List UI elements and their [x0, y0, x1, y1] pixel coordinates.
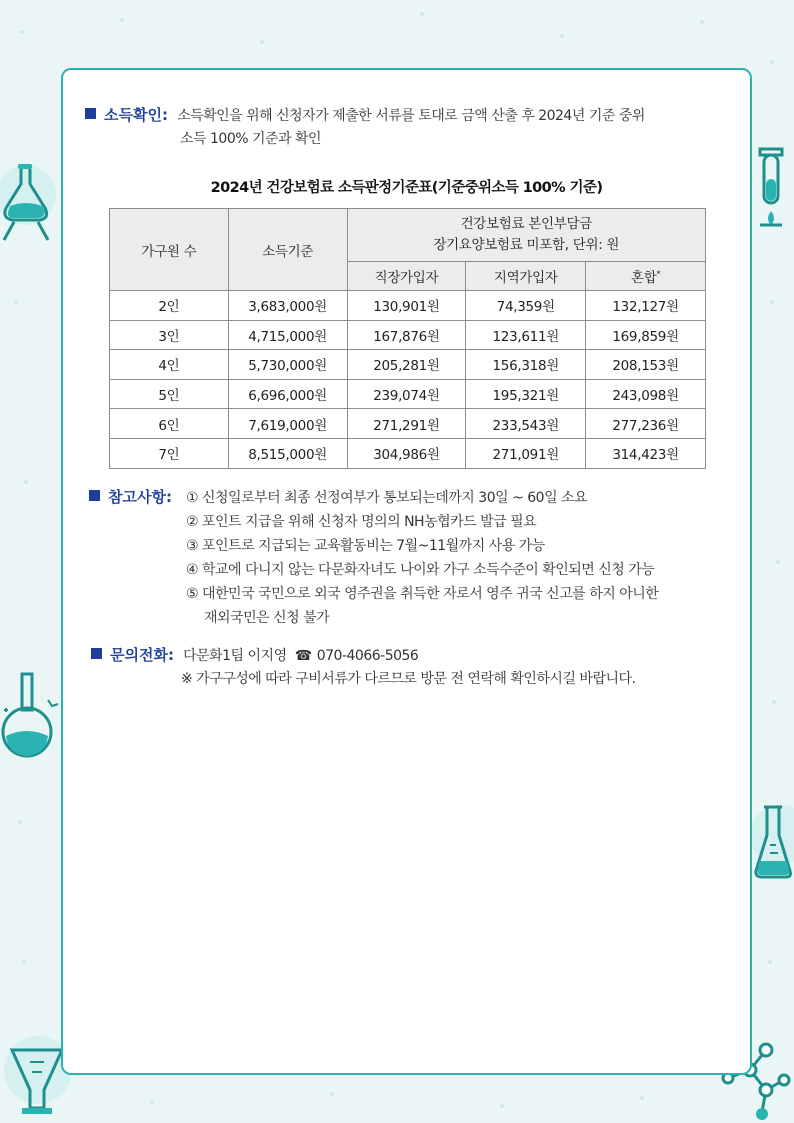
beaker-icon — [750, 795, 794, 885]
cell-income: 8,515,000원 — [228, 438, 347, 468]
note-item: ③ 포인트로 지급되는 교육활동비는 7월~11월까지 사용 가능 — [186, 538, 545, 554]
cell-workplace: 130,901원 — [347, 291, 466, 321]
cell-members: 3인 — [110, 320, 229, 350]
header-regional: 지역가입자 — [466, 262, 586, 291]
header-premium-line1: 건강보험료 본인부담금 — [460, 216, 592, 232]
cell-income: 5,730,000원 — [228, 350, 347, 380]
cell-members: 6인 — [110, 409, 229, 439]
content-card — [61, 68, 752, 1075]
cell-mixed: 132,127원 — [586, 291, 706, 321]
contact-section — [91, 644, 418, 665]
table-row — [110, 409, 706, 439]
table-row — [110, 291, 706, 321]
cell-income: 6,696,000원 — [228, 379, 347, 409]
cell-workplace: 239,074원 — [347, 379, 466, 409]
cell-members: 7인 — [110, 438, 229, 468]
table-title: 2024년 건강보험료 소득판정기준표(기준중위소득 100% 기준) — [210, 180, 603, 196]
income-check-line2: 소득 100% 기준과 확인 — [180, 131, 322, 147]
table-row — [110, 320, 706, 350]
note-item: ① 신청일로부터 최종 선정여부가 통보되는데까지 30일 ~ 60일 소요 — [186, 490, 588, 506]
note-item-continued: 재외국민은 신청 불가 — [204, 610, 330, 626]
cell-regional: 233,543원 — [466, 409, 586, 439]
header-mixed — [586, 262, 706, 291]
test-tube-icon — [754, 145, 794, 235]
contact-label: 문의전화: — [110, 646, 174, 664]
contact-note: ※ 가구구성에 따라 구비서류가 다르므로 방문 전 연락해 확인하시길 바랍니다. — [181, 671, 636, 687]
flask-icon — [0, 150, 60, 245]
table-row — [110, 438, 706, 468]
header-mixed-label: 혼합 — [630, 270, 657, 286]
cell-workplace: 205,281원 — [347, 350, 466, 380]
cell-income: 4,715,000원 — [228, 320, 347, 350]
cell-income: 3,683,000원 — [228, 291, 347, 321]
notes-label: 참고사항: — [108, 488, 172, 506]
cell-regional: 271,091원 — [466, 438, 586, 468]
cell-members: 5인 — [110, 379, 229, 409]
cell-workplace: 167,876원 — [347, 320, 466, 350]
contact-team: 다문화1팀 이지영 — [183, 648, 287, 664]
bullet-square-icon — [89, 490, 100, 501]
cell-mixed: 243,098원 — [586, 379, 706, 409]
header-household: 가구원 수 — [110, 209, 229, 291]
contact-phone[interactable]: 070-4066-5056 — [316, 648, 419, 664]
cell-regional: 74,359원 — [466, 291, 586, 321]
cell-regional: 195,321원 — [466, 379, 586, 409]
cell-mixed: 169,859원 — [586, 320, 706, 350]
cell-workplace: 304,986원 — [347, 438, 466, 468]
cell-members: 4인 — [110, 350, 229, 380]
table-row — [110, 350, 706, 380]
notes-section — [89, 486, 172, 507]
bullet-square-icon — [85, 108, 96, 119]
cell-mixed: 208,153원 — [586, 350, 706, 380]
header-income: 소득기준 — [228, 209, 347, 291]
income-check-section — [85, 104, 645, 125]
cell-income: 7,619,000원 — [228, 409, 347, 439]
header-mixed-mark: * — [656, 269, 661, 279]
header-premium-line2: 장기요양보험료 미포함, 단위: 원 — [433, 237, 620, 253]
income-check-label: 소득확인: — [104, 106, 168, 124]
bullet-square-icon — [91, 648, 102, 659]
table-row — [110, 379, 706, 409]
round-flask-icon — [0, 670, 62, 765]
header-premium — [347, 209, 705, 262]
note-item: ② 포인트 지급을 위해 신청자 명의의 NH농협카드 발급 필요 — [186, 514, 537, 530]
cell-regional: 123,611원 — [466, 320, 586, 350]
note-item: ⑤ 대한민국 국민으로 외국 영주권을 취득한 자로서 영주 귀국 신고를 하지 아니한 — [186, 586, 659, 602]
phone-icon: ☎ — [294, 648, 312, 664]
cell-regional: 156,318원 — [466, 350, 586, 380]
note-item: ④ 학교에 다니지 않는 다문화자녀도 나이와 가구 소득수준이 확인되면 신청 가능 — [186, 562, 655, 578]
cell-mixed: 277,236원 — [586, 409, 706, 439]
income-criteria-table — [109, 208, 706, 469]
income-check-line1: 소득확인을 위해 신청자가 제출한 서류를 토대로 금액 산출 후 2024년 기준 중위 — [177, 108, 645, 124]
cell-workplace: 271,291원 — [347, 409, 466, 439]
cell-members: 2인 — [110, 291, 229, 321]
cell-mixed: 314,423원 — [586, 438, 706, 468]
header-workplace: 직장가입자 — [347, 262, 466, 291]
